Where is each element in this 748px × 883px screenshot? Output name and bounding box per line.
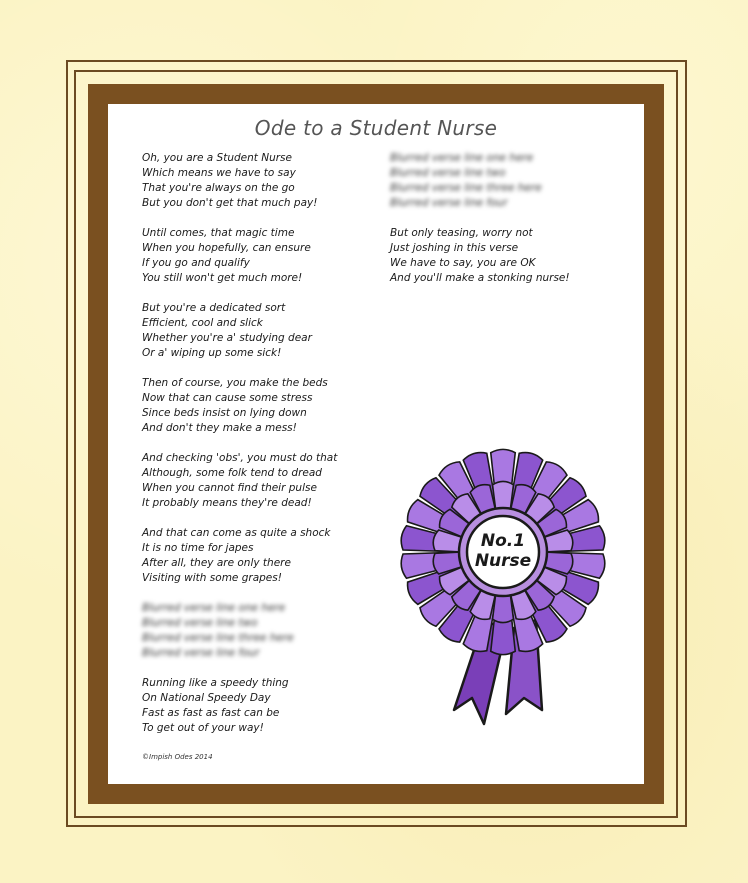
poem-column-left: [142, 151, 372, 751]
verse-line: Which means we have to say: [142, 167, 296, 179]
rosette-label-line2: Nurse: [474, 551, 532, 571]
stanza: [142, 226, 372, 286]
verse-line: That you're always on the go: [142, 182, 295, 194]
verse-line: Although, some folk tend to dread: [142, 467, 322, 479]
stanza: [142, 451, 372, 511]
verse-line: But you're a dedicated sort: [142, 302, 286, 314]
blurred-verse-line: Blurred verse line four: [142, 647, 260, 659]
blurred-stanza: [390, 151, 630, 211]
verse-line: Or a' wiping up some sick!: [142, 347, 282, 359]
verse-line: Running like a speedy thing: [142, 677, 289, 689]
verse-line: It is no time for japes: [142, 542, 254, 554]
verse-line: Oh, you are a Student Nurse: [142, 152, 292, 164]
verse-line: Now that can cause some stress: [142, 392, 313, 404]
rosette-award-icon: [396, 442, 610, 728]
verse-line: But you don't get that much pay!: [142, 197, 318, 209]
blurred-verse-line: Blurred verse line two: [390, 167, 506, 179]
verse-line: When you hopefully, can ensure: [142, 242, 311, 254]
stanza: [390, 226, 630, 286]
stanza: [142, 526, 372, 586]
verse-line: We have to say, you are OK: [390, 257, 536, 269]
verse-line: Until comes, that magic time: [142, 227, 295, 239]
blurred-verse-line: Blurred verse line one here: [142, 602, 286, 614]
verse-line: And don't they make a mess!: [142, 422, 297, 434]
verse-line: Then of course, you make the beds: [142, 377, 328, 389]
poem-column-right: [390, 151, 630, 301]
verse-line: But only teasing, worry not: [390, 227, 533, 239]
verse-line: When you cannot find their pulse: [142, 482, 317, 494]
verse-line: And that can come as quite a shock: [142, 527, 331, 539]
verse-line: To get out of your way!: [142, 722, 264, 734]
verse-line: After all, they are only there: [142, 557, 291, 569]
verse-line: And checking 'obs', you must do that: [142, 452, 338, 464]
stanza: [142, 376, 372, 436]
verse-line: Visiting with some grapes!: [142, 572, 282, 584]
blurred-verse-line: Blurred verse line two: [142, 617, 258, 629]
verse-line: If you go and qualify: [142, 257, 250, 269]
verse-line: Efficient, cool and slick: [142, 317, 263, 329]
verse-line: Whether you're a' studying dear: [142, 332, 312, 344]
blurred-verse-line: Blurred verse line three here: [390, 182, 542, 194]
stanza: [142, 301, 372, 361]
verse-line: Since beds insist on lying down: [142, 407, 307, 419]
verse-line: It probably means they're dead!: [142, 497, 312, 509]
rosette-label-line1: No.1: [480, 531, 526, 551]
verse-line: Just joshing in this verse: [390, 242, 519, 254]
blurred-verse-line: Blurred verse line three here: [142, 632, 294, 644]
verse-line: And you'll make a stonking nurse!: [390, 272, 570, 284]
verse-line: On National Speedy Day: [142, 692, 271, 704]
poem-sheet: [108, 104, 644, 784]
verse-line: Fast as fast as fast can be: [142, 707, 280, 719]
poem-title: Ode to a Student Nurse: [254, 116, 498, 140]
blurred-verse-line: Blurred verse line four: [390, 197, 508, 209]
verse-line: You still won't get much more!: [142, 272, 303, 284]
stanza: [142, 676, 372, 736]
blurred-stanza: [142, 601, 372, 661]
stanza: [142, 151, 372, 211]
blurred-verse-line: Blurred verse line one here: [390, 152, 534, 164]
copyright-notice: ©Impish Odes 2014: [142, 753, 213, 761]
